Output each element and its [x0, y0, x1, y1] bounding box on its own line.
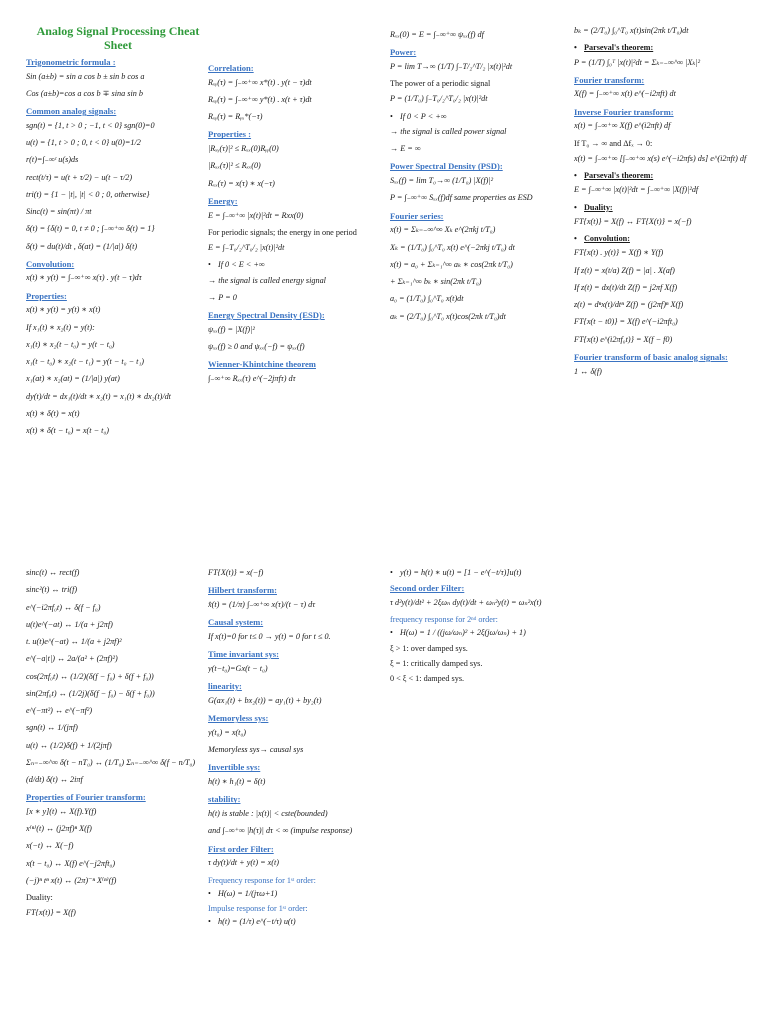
formula-line: → the signal is called power signal: [390, 126, 507, 136]
bullet-formula: • H(ω) = 1/(jτω+1): [208, 889, 386, 899]
column-7: [390, 568, 568, 689]
formula-line: 1 ↔ δ(f): [574, 366, 602, 376]
formula-line: y(t−t₀)=Gx(t − t₀): [208, 663, 268, 673]
text-line: Duality:: [26, 893, 53, 903]
formula-line: x₁(t − t₀) ∗ x₂(t − t₁) = y(t − t₀ − t₁): [26, 357, 145, 367]
formula-line: FT{x(t)} = X(f): [26, 908, 76, 918]
formula-line: |Rₓₓ(τ)|² ≤ Rₓₓ(0): [208, 161, 261, 171]
section-heading: Invertible sys:: [208, 762, 261, 773]
formula-line: P = ∫₋∞⁺∞ Sₓₓ(f)df same properties as ESD: [390, 193, 533, 203]
formula-line: → E = ∞: [390, 144, 421, 154]
formula-line: |Rₓᵧ(τ)|² ≤ Rₓₓ(0)Rᵧᵧ(0): [208, 144, 279, 154]
subsection-label: frequency response for 2ⁿᵈ order:: [390, 615, 498, 625]
formula-line: E = ∫₋∞⁺∞ |x(t)|²dt = Rxx(0): [208, 210, 304, 220]
formula-line: ψₓₓ(f) = |X(f)|²: [208, 324, 255, 334]
bullet-formula: • H(ω) = 1 / ((jω/ωₙ)² + 2ξ(jω/ωₙ) + 1): [390, 628, 568, 638]
formula-line: Rₓᵧ(τ) = Rᵧₓ*(−τ): [208, 112, 263, 122]
formula-line: Rₓᵧ(τ) = ∫₋∞⁺∞ y*(t) . x(t + τ)dt: [208, 94, 312, 104]
formula-line: x⁽ⁿ⁾(t) ↔ (j2πf)ⁿ X(f): [26, 824, 92, 834]
formula-line: If z(t) = dx(t)/dt Z(f) = j2πf X(f): [574, 282, 678, 292]
formula-line: P = (1/T) ∫₀ᵀ |x(t)|²dt = Σₖ₌₋∞^∞ |Xₖ|²: [574, 57, 701, 67]
formula-line: x₁(t) ∗ x₂(t − t₀) = y(t − t₀): [26, 339, 115, 349]
column-1: [26, 24, 204, 443]
subsection-label: Impulse response for 1ˢᵗ order:: [208, 904, 308, 914]
section-heading: Trigonometric formula :: [26, 56, 116, 67]
formula-line: Xₖ = (1/T₀) ∫₀^T₀ x(t) e^(−2πkj t/T₀) dt: [390, 242, 515, 252]
formula-line: E = ∫₋∞⁺∞ |x(t)|²dt = ∫₋∞⁺∞ |X(f)|²df: [574, 185, 699, 195]
formula-line: and ∫₋∞⁺∞ |h(τ)| dτ < ∞ (impulse response): [208, 826, 353, 836]
sheet-title: Analog Signal Processing Cheat Sheet: [36, 24, 200, 53]
column-2: [208, 60, 386, 391]
formula-line: [x ∗ y](t) ↔ X(f).Y(f): [26, 806, 97, 816]
bullet-formula: • h(t) = (1/τ) e^(−t/τ) u(t): [208, 917, 386, 927]
formula-line: FT{X(t)} = x(−f): [208, 568, 264, 577]
text-line: ξ = 1: critically damped sys.: [390, 658, 483, 668]
section-heading: Causal system:: [208, 617, 264, 628]
formula-line: y(t₀) = x(t₀): [208, 727, 247, 737]
section-heading: Properties :: [208, 129, 252, 140]
column-4: [574, 26, 752, 384]
bullet-heading: • Convolution:: [574, 234, 752, 244]
bullet-formula: • y(t) = h(t) ∗ u(t) = [1 − e^(−t/τ)]u(t): [390, 568, 568, 578]
formula-line: If x₁(t) ∗ x₂(t) = y(t):: [26, 322, 95, 332]
text-line: If T₀ → ∞ and Δfₓ → 0:: [574, 138, 653, 148]
formula-line: bₖ = (2/T₀) ∫₀^T₀ x(t)sin(2πk t/T₀)dt: [574, 26, 689, 35]
formula-line: x(−t) ↔ X(−f): [26, 841, 74, 851]
formula-line: P = lim T→∞ (1/T) ∫₋T/₂^T/₂ |x(t)|²dt: [390, 61, 513, 71]
formula-line: x(t) = ∫₋∞⁺∞ X(f) e^(i2πft) df: [574, 121, 671, 131]
formula-line: G(ax₁(t) + bx₂(t)) = ay₁(t) + by₂(t): [208, 695, 322, 705]
bullet-formula: • If 0 < P < +∞: [390, 112, 568, 122]
formula-line: Sinc(t) = sin(πt) / πt: [26, 207, 92, 216]
column-3: [390, 30, 568, 329]
formula-line: x₁(at) ∗ x₂(at) = (1/|a|) y(at): [26, 374, 120, 384]
formula-line: u(t)e^(−at) ↔ 1/(a + j2πf): [26, 619, 113, 629]
section-heading: Power:: [390, 47, 417, 58]
formula-line: x̂(t) = (1/π) ∫₋∞⁺∞ x(τ)/(t − τ) dτ: [208, 599, 316, 609]
section-heading: First order Filter:: [208, 843, 274, 854]
formula-line: τ dy(t)/dt + y(t) = x(t): [208, 858, 280, 868]
formula-line: X(f) = ∫₋∞⁺∞ x(t) e^(−i2πft) dt: [574, 89, 676, 99]
formula-line: If x(t)=0 for t≤ 0 → y(t) = 0 for t ≤ 0.: [208, 631, 331, 641]
text-line: The power of a periodic signal: [390, 79, 491, 89]
formula-line: x(t − t₀) ↔ X(f) e^(−j2πft₀): [26, 858, 116, 868]
formula-line: sgn(t) = {1, t > 0 ; −1, t < 0} sgn(0)=0: [26, 120, 155, 130]
formula-line: FT{x(t − t0)} = X(f) e^(−i2πft₀): [574, 317, 678, 327]
formula-line: (d/dt) δ(t) ↔ 2iπf: [26, 775, 83, 784]
section-heading: Time invariant sys:: [208, 649, 279, 660]
text-line: ξ > 1: over damped sys.: [390, 643, 468, 653]
section-heading: Properties:: [26, 290, 67, 301]
formula-line: x(t) ∗ δ(t) = x(t): [26, 408, 80, 418]
formula-line: Sₓₓ(f) = lim T₀→∞ (1/T₀) |X(f)|²: [390, 176, 494, 186]
formula-line: Memoryless sys→ causal sys: [208, 745, 304, 755]
section-heading: Fourier transform of basic analog signals:: [574, 351, 728, 362]
column-6: [208, 568, 386, 933]
formula-line: Sin (a±b) = sin a cos b ± sin b cos a: [26, 71, 145, 81]
formula-line: Rₓₓ(τ) = x(τ) ∗ x(−τ): [208, 178, 275, 188]
formula-line: dy(t)/dt = dx₁(t)/dt ∗ x₂(t) = x₁(t) ∗ dx₂(t)/dt: [26, 391, 171, 401]
formula-line: δ(t) = du(t)/dt , δ(at) = (1/|a|) δ(t): [26, 241, 138, 251]
formula-line: e^(−a|t|) ↔ 2a/(a² + (2πf)²): [26, 654, 118, 664]
formula-line: x(t) = ∫₋∞⁺∞ [∫₋∞⁺∞ x(s) e^(−i2πfs) ds] e^(i2πft) df: [574, 153, 747, 163]
formula-line: ψₓₓ(f) ≥ 0 and ψₓₓ(−f) = ψₓₓ(f): [208, 342, 305, 352]
formula-line: Rₓₓ(0) = E = ∫₋∞⁺∞ ψₓₓ(f) df: [390, 30, 484, 39]
formula-line: x(t) = a₀ + Σₖ₌₁^∞ aₖ ∗ cos(2πk t/T₀): [390, 259, 513, 269]
section-heading: Energy Spectral Density (ESD):: [208, 310, 325, 321]
section-heading: Power Spectral Density (PSD):: [390, 161, 503, 172]
section-heading: Wienner-Khintchine theorem: [208, 359, 316, 370]
section-heading: Common analog signals:: [26, 106, 117, 117]
formula-line: h(t) is stable : |x(t)| < cste(bounded): [208, 809, 328, 819]
formula-line: x(t) ∗ y(t) = y(t) ∗ x(t): [26, 305, 101, 315]
formula-line: ∫₋∞⁺∞ Rₓₓ(τ) e^(−2jπfτ) dτ: [208, 374, 296, 384]
bullet-heading: • Duality:: [574, 203, 752, 213]
formula-line: → the signal is called energy signal: [208, 275, 326, 285]
bullet-heading: • Parseval's theorem:: [574, 43, 752, 53]
formula-line: sgn(t) ↔ 1/(jπf): [26, 723, 78, 733]
bullet-heading: • Parseval's theorem:: [574, 171, 752, 181]
formula-line: Cos (a±b)=cos a cos b ∓ sina sin b: [26, 88, 143, 98]
subsection-label: Frequency response for 1ˢᵗ order:: [208, 875, 316, 885]
formula-line: x(t) ∗ y(t) = ∫₋∞⁺∞ x(τ) . y(t − τ)dτ: [26, 273, 142, 283]
formula-line: rect(t/τ) = u(t + τ/2) − u(t − τ/2): [26, 172, 133, 182]
section-heading: Second order Filter:: [390, 583, 465, 594]
section-heading: Energy:: [208, 195, 238, 206]
formula-line: a₀ = (1/T₀) ∫₀^T₀ x(t)dt: [390, 294, 464, 304]
text-line: 0 < ξ < 1: damped sys.: [390, 674, 465, 684]
section-heading: Properties of Fourier transform:: [26, 792, 146, 803]
formula-line: → P = 0: [208, 292, 237, 302]
section-heading: Fourier transform:: [574, 74, 645, 85]
formula-line: sinc²(t) ↔ tri(f): [26, 585, 78, 595]
formula-line: sin(2πf₀t) ↔ (1/2j)(δ(f − f₀) − δ(f + f₀)): [26, 688, 155, 698]
formula-line: + Σₖ₌₁^∞ bₖ ∗ sin(2πk t/T₀): [390, 277, 482, 287]
formula-line: FT{x(t) . y(t)} = X(f) ∗ Y(f): [574, 248, 664, 258]
section-heading: linearity:: [208, 681, 242, 692]
section-heading: Hilbert transform:: [208, 585, 277, 596]
formula-line: u(t) ↔ (1/2)δ(f) + 1/(2jπf): [26, 740, 112, 750]
formula-line: δ(t) = {δ(t) = 0, t ≠ 0 ; ∫₋∞⁺∞ δ(t) = 1}: [26, 224, 155, 234]
section-heading: Inverse Fourier transform:: [574, 106, 674, 117]
section-heading: Correlation:: [208, 63, 254, 73]
formula-line: (−j)ⁿ tⁿ x(t) ↔ (2π)⁻ⁿ X⁽ⁿ⁾(f): [26, 875, 117, 885]
section-heading: Fourier series:: [390, 210, 444, 221]
formula-line: u(t) = {1, t > 0 ; 0, t < 0} u(0)=1/2: [26, 138, 141, 147]
formula-line: Σₙ₌₋∞^∞ δ(t − nT₀) ↔ (1/T₀) Σₙ₌₋∞^∞ δ(f − n/T₀): [26, 757, 196, 767]
section-heading: Convolution:: [26, 258, 75, 269]
section-heading: stability:: [208, 794, 241, 805]
formula-line: x(t) ∗ δ(t − t₀) = x(t − t₀): [26, 426, 110, 436]
column-5: [26, 568, 204, 926]
formula-line: sinc(t) ↔ rect(f): [26, 568, 80, 577]
formula-line: tri(t) = {1 − |t|, |t| < 0 ; 0, otherwise}: [26, 189, 150, 199]
formula-line: e^(−πt²) ↔ e^(−πf²): [26, 706, 93, 715]
formula-line: cos(2πf₀t) ↔ (1/2)(δ(f − f₀) + δ(f + f₀)): [26, 671, 154, 681]
formula-line: x(t) = Σₖ₌₋∞^∞ Xₖ e^(2πkj t/T₀): [390, 225, 496, 235]
section-heading: Memoryless sys:: [208, 713, 269, 724]
formula-line: z(t) = dⁿx(t)/dtⁿ Z(f) = (j2πf)ⁿ X(f): [574, 300, 684, 310]
formula-line: FT{x(t) e^(i2πf₀t)} = X(f − f0): [574, 334, 673, 344]
text-line: For periodic signals; the energy in one period: [208, 227, 357, 237]
formula-line: t. u(t)e^(−at) ↔ 1/(a + j2πf)²: [26, 637, 122, 646]
formula-line: aₖ = (2/T₀) ∫₀^T₀ x(t)cos(2πk t/T₀)dt: [390, 311, 506, 321]
bullet-formula: • If 0 < E < +∞: [208, 260, 386, 270]
formula-line: r(t)=∫₋∞ᵗ u(s)ds: [26, 155, 79, 165]
formula-line: P = (1/T₀) ∫₋T₀/₂^T₀/₂ |x(t)|²dt: [390, 94, 488, 104]
formula-line: τ d²y(t)/dt² + 2ξωₙ dy(t)/dt + ωₙ²y(t) = ωₙ²x(t): [390, 597, 542, 607]
formula-line: FT{x(t)} = X(f) ↔ FT{X(t)} = x(−f): [574, 216, 692, 226]
formula-line: If z(t) = x(t/a) Z(f) = |a| . X(af): [574, 265, 675, 275]
formula-line: Rₓᵧ(τ) = ∫₋∞⁺∞ x*(t) . y(t − τ)dt: [208, 77, 312, 87]
formula-line: e^(−i2πf₀t) ↔ δ(f − f₀): [26, 602, 101, 612]
formula-line: h(t) ∗ h₁(t) = δ(t): [208, 777, 266, 787]
formula-line: E = ∫₋T₀/₂^T₀/₂ |x(t)|²dt: [208, 243, 285, 253]
